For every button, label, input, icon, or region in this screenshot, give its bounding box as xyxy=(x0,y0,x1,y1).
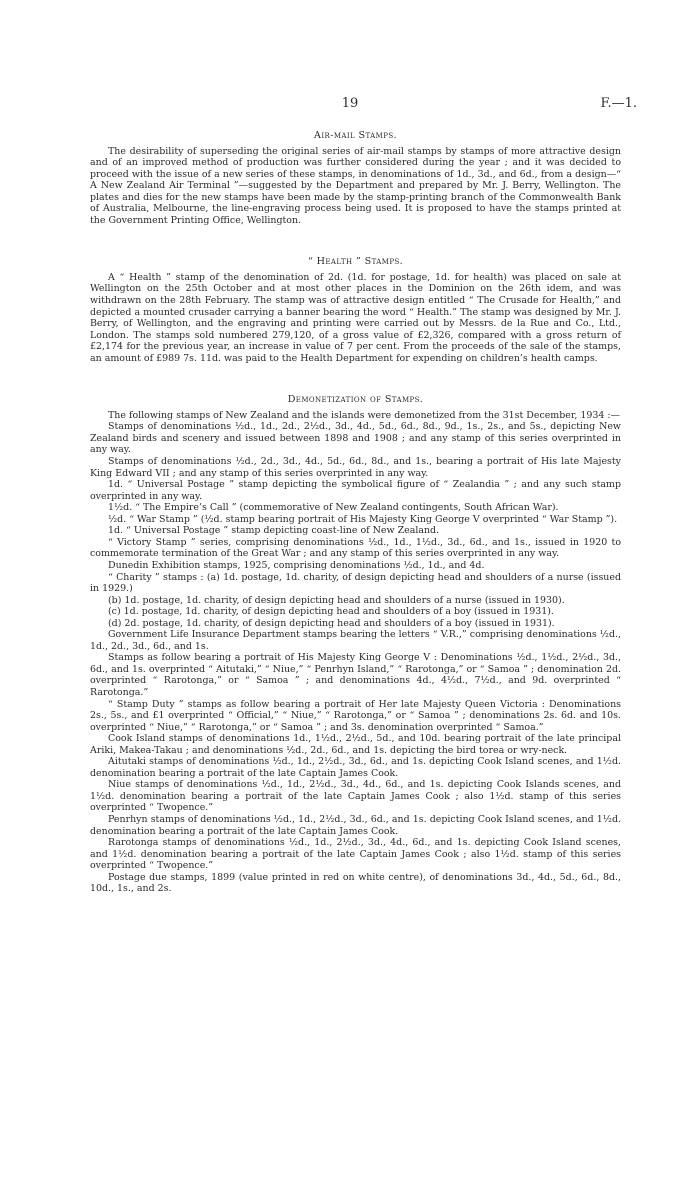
demonetization-item: 1d. “ Universal Postage ” stamp depicting the symbolical figure of “ Zealandia ” ; and any such stamp overprinted in any way. xyxy=(90,479,621,502)
demonetization-subitem: (c) 1d. postage, 1d. charity, of design depicting head and shoulders of a boy (issued in 1931). xyxy=(108,606,554,618)
health-section-title: “ Health ” Stamps. xyxy=(307,256,404,268)
page-number: 19 xyxy=(341,96,359,111)
demonetization-item: Cook Island stamps of denominations 1d., 1½d., 2½d., 5d., and 10d. bearing portrait of the late principal Ariki, Makea-Takau ; and denominations ½d., 2d., 6d., and 1s. depicting the bird torea or wry-neck. xyxy=(90,733,621,756)
demonetization-item: 1d. “ Universal Postage ” stamp depicting coast-line of New Zealand. xyxy=(108,525,440,537)
demonetization-subitem: (b) 1d. postage, 1d. charity, of design depicting head and shoulders of a nurse (issued in 1930). xyxy=(108,594,565,606)
airmail-section-title: Air-mail Stamps. xyxy=(314,130,397,141)
demonetization-item: 1½d. “ The Empire’s Call ” (commemorative of New Zealand contingents, South African War). xyxy=(108,502,559,514)
demonetization-item: Stamps of denominations ½d., 1d., 2d., 2½d., 3d., 4d., 5d., 6d., 8d., 9d., 1s., 2s., and 5s., depicting New Zealand birds and scenery and issued between 1898 and 1908 ; and any stamp of this series overprinted in any way. xyxy=(90,421,621,456)
demonetization-item: Postage due stamps, 1899 (value printed in red on white centre), of denominations 3d., 4d., 5d., 6d., 8d., 10d., 1s., and 2s. xyxy=(90,871,621,895)
page-header xyxy=(0,96,700,116)
demonetization-item: Penrhyn stamps of denominations ½d., 1d., 2½d., 3d., 6d., and 1s. depicting Cook Island scenes, and 1½d. denomination bearing a portrait of the late Captain James Cook. xyxy=(90,813,621,837)
page-body xyxy=(90,122,621,895)
airmail-paragraph: The desirability of superseding the original series of air-mail stamps by stamps of more attractive design and of an improved method of production was further considered during the year ; and it was decided to proceed with the issue of a new series of these stamps, in denominations of 1d., 3d., and 6d., from a design—“ A New Zealand Air Terminal ”—suggested by the Department and prepared by Mr. J. Berry, Wellington. The plates and dies for the new stamps have been made by the stamp-printing branch of the Commonwealth Bank of Australia, Melbourne, the line-engraving process being used. It is proposed to have the stamps printed at the Government Printing Office, Wellington. xyxy=(90,145,621,226)
demonetization-item: Niue stamps of denominations ½d., 1d., 2½d., 3d., 4d., 6d., and 1s. depicting Cook Islands scenes, and 1½d. denomination bearing a portrait of the late Captain James Cook ; also 1½d. stamp of this series overprinted “ Twopence.” xyxy=(90,779,621,814)
demonetization-item: Government Life Insurance Department stamps bearing the letters “ V.R.,” comprising denominations ½d., 1d., 2d., 3d., 6d., and 1s. xyxy=(90,629,621,652)
demonetization-item: “ Stamp Duty ” stamps as follow bearing a portrait of Her late Majesty Queen Victoria : Denominations 2s., 5s., and £1 overprinted “ Official,” “ Niue,” “ Rarotonga,” or “ Samoa ” ; denominations 2s. 6d. and 10s. overprinted “ Niue,” “ Rarotonga,” or “ Samoa ” ; and 3s. denomination overprinted “ Samoa.” xyxy=(90,698,621,733)
demonetization-item: Dunedin Exhibition stamps, 1925, comprising denominations ½d., 1d., and 4d. xyxy=(108,559,485,571)
demonetization-subitem: (d) 2d. postage, 1d. charity, of design depicting head and shoulders of a boy (issued in 1931). xyxy=(108,617,555,629)
demonetization-item: Rarotonga stamps of denominations ½d., 1d., 2½d., 3d., 4d., 6d., and 1s. depicting Cook Island scenes, and 1½d. denomination bearing a portrait of the late Captain James Cook ; also 1½d. stamp of this series overprinted “ Twopence.” xyxy=(90,837,621,872)
demonetization-intro: The following stamps of New Zealand and the islands were demonetized from the 31st December, 1934 :— xyxy=(108,409,620,421)
demonetization-item: Aitutaki stamps of denominations ½d., 1d., 2½d., 3d., 6d., and 1s. depicting Cook Island scenes, and 1½d. denomination bearing a portrait of the late Captain James Cook. xyxy=(90,756,621,779)
demonetization-item: “ Charity ” stamps : (a) 1d. postage, 1d. charity, of design depicting head and shoulders of a nurse (issued in 1929.) xyxy=(90,571,621,595)
demonetization-section-title: Demonetization of Stamps. xyxy=(287,394,424,406)
demonetization-item: Stamps of denominations ½d., 2d., 3d., 4d., 5d., 6d., 8d., and 1s., bearing a portrait of His late Majesty King Edward VII ; and any stamp of this series overprinted in any way. xyxy=(90,456,621,479)
demonetization-item: Stamps as follow bearing a portrait of His Majesty King George V : Denominations ½d., 1½d., 2½d., 3d., 6d., and 1s. overprinted “ Aitutaki,” “ Niue,” “ Penrhyn Island,” “ Rarotonga,” or “ Samoa ” ; denomination 2d. overprinted “ Rarotonga,” or “ Samoa ” ; and denominations 4d., 4½d., 7½d., and 9d. overprinted “ Rarotonga.” xyxy=(90,652,621,698)
demonetization-item: “ Victory Stamp ” series, comprising denominations ½d., 1d., 1½d., 3d., 6d., and 1s., issued in 1920 to commemorate termination of the Great War ; and any stamp of this series overprinted in any way. xyxy=(90,536,621,560)
health-paragraph: A “ Health ” stamp of the denomination of 2d. (1d. for postage, 1d. for health) was placed on sale at Wellington on the 25th October and at most other places in the Dominion on the 26th idem, and was withdrawn on the 28th February. The stamp was of attractive design entitled “ The Crusade for Health,” and depicted a mounted crusader carrying a banner bearing the word “ Health.” The stamp was designed by Mr. J. Berry, of Wellington, and the engraving and printing were carried out by Messrs. de la Rue and Co., Ltd., London. The stamps sold numbered 279,120, of a gross value of £2,326, compared with a gross return of £2,174 for the previous year, an increase in value of 7 per cent. From the proceeds of the sale of the stamps, an amount of £989 7s. 11d. was paid to the Health Department for expending on children’s health camps. xyxy=(90,271,621,364)
demonetization-item: ½d. “ War Stamp ” (½d. stamp bearing portrait of His Majesty King George V overprinted “ War Stamp ”). xyxy=(108,513,618,525)
document-reference: F.—1. xyxy=(600,96,637,111)
